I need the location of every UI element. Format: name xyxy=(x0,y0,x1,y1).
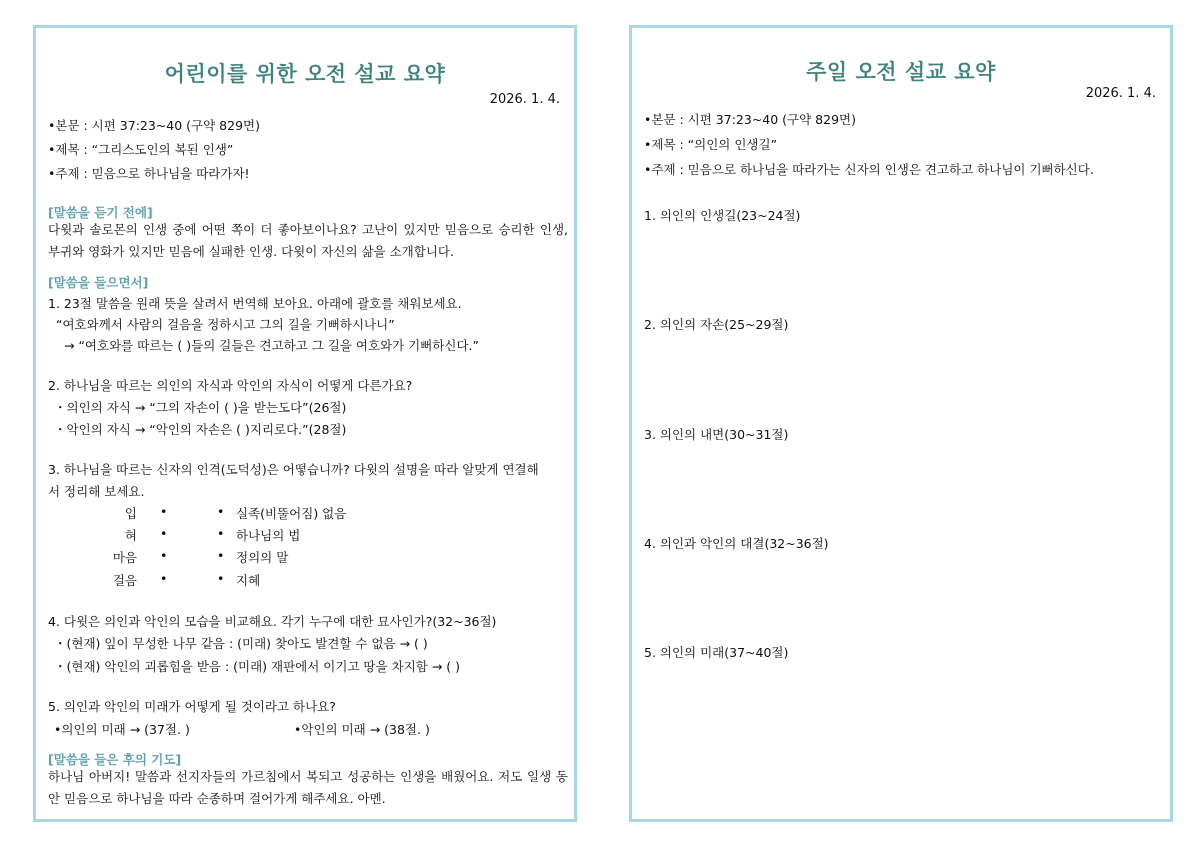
match-right-item: 지혜 xyxy=(236,573,261,588)
match-right-item: 하나님의 법 xyxy=(236,528,301,543)
q2-line1: ・의인의 자식 → “그의 자손이 ( )을 받는도다”(26절) xyxy=(54,400,347,415)
before-body: 다윗과 솔로몬의 인생 중에 어떤 쪽이 더 좋아보이나요? 고난이 있지만 믿음으로 승리한 인생, 부귀와 영화가 있지만 믿음에 실패한 인생. 다윗이 자신의 삶을 소개합니다. xyxy=(48,222,568,259)
match-left-item: 혀 xyxy=(124,528,137,543)
match-dot[interactable]: • xyxy=(217,504,225,519)
q1-answer: → “여호와를 따르는 ( )들의 길들은 견고하고 그 길을 여호와가 기뻐하신다.” xyxy=(64,338,479,353)
match-dot[interactable]: • xyxy=(160,526,168,541)
scripture-reference: •본문 : 시편 37:23~40 (구약 829면) xyxy=(48,118,260,133)
q4-line1: ・(현재) 잎이 무성한 나무 같음 : (미래) 찾아도 발견할 수 없음 → ( ) xyxy=(54,636,428,651)
q3-question-line1: 3. 하나님을 따르는 신자의 인격(도덕성)은 어떻습니까? 다윗의 설명을 따라 알맞게 연결해 xyxy=(48,462,539,477)
match-dot[interactable]: • xyxy=(217,571,225,586)
before-heading: [말씀을 듣기 전에] xyxy=(48,205,153,220)
page-title: 어린이를 위한 오전 설교 요약 xyxy=(164,62,446,86)
outline-item: 1. 의인의 인생길(23~24절) xyxy=(644,208,801,223)
match-dot[interactable]: • xyxy=(160,548,168,563)
outline-item: 4. 의인과 악인의 대결(32~36절) xyxy=(644,536,829,551)
sermon-theme: •주제 : 믿음으로 하나님을 따라가자! xyxy=(48,166,250,181)
match-dot[interactable]: • xyxy=(217,526,225,541)
q5-wicked: •악인의 미래 → (38절. ) xyxy=(294,722,430,737)
children-sermon-summary-page xyxy=(33,25,577,822)
match-left-item: 입 xyxy=(124,506,137,521)
match-right-item: 정의의 말 xyxy=(236,550,289,565)
match-dot[interactable]: • xyxy=(160,504,168,519)
date: 2026. 1. 4. xyxy=(489,92,560,107)
q2-line2: ・악인의 자식 → “악인의 자손은 ( )지리로다.”(28절) xyxy=(54,422,347,437)
q3-question-line2: 서 정리해 보세요. xyxy=(48,484,145,499)
match-left-item: 마음 xyxy=(112,550,137,565)
page-title: 주일 오전 설교 요약 xyxy=(806,60,996,84)
match-left-item: 걸음 xyxy=(112,573,137,588)
sunday-sermon-summary-page xyxy=(629,25,1173,822)
match-dot[interactable]: • xyxy=(217,548,225,563)
match-right-item: 실족(비뚤어짐) 없음 xyxy=(236,506,347,521)
sermon-title: •제목 : “의인의 인생길” xyxy=(644,137,778,152)
q4-line2: ・(현재) 악인의 괴롭힘을 받음 : (미래) 재판에서 이기고 땅을 차지함 → ( ) xyxy=(54,659,461,674)
q5-righteous: •의인의 미래 → (37절. ) xyxy=(54,722,190,737)
date: 2026. 1. 4. xyxy=(1085,86,1156,101)
q2-question: 2. 하나님을 따르는 의인의 자식과 악인의 자식이 어떻게 다른가요? xyxy=(48,378,413,393)
scripture-reference: •본문 : 시편 37:23~40 (구약 829면) xyxy=(644,112,856,127)
during-heading: [말씀을 들으면서] xyxy=(48,275,149,290)
q1-quote: “여호와께서 사람의 걸음을 정하시고 그의 길을 기뻐하시나니” xyxy=(56,317,395,332)
prayer-body: 하나님 아버지! 말씀과 선지자들의 가르침에서 복되고 성공하는 인생을 배웠어요. 저도 일생 동안 믿음으로 하나님을 따라 순종하며 걸어가게 해주세요. 아멘. xyxy=(48,769,568,806)
sermon-title: •제목 : “그리스도인의 복된 인생” xyxy=(48,142,234,157)
match-dot[interactable]: • xyxy=(160,571,168,586)
q4-question: 4. 다윗은 의인과 악인의 모습을 비교해요. 각기 누구에 대한 묘사인가?(32~36절) xyxy=(48,614,497,629)
outline-item: 2. 의인의 자손(25~29절) xyxy=(644,317,789,332)
after-heading: [말씀을 들은 후의 기도] xyxy=(48,752,182,767)
outline-item: 3. 의인의 내면(30~31절) xyxy=(644,427,789,442)
outline-item: 5. 의인의 미래(37~40절) xyxy=(644,645,789,660)
sermon-theme: •주제 : 믿음으로 하나님을 따라가는 신자의 인생은 견고하고 하나님이 기뻐하신다. xyxy=(644,162,1094,177)
q5-question: 5. 의인과 악인의 미래가 어떻게 될 것이라고 하나요? xyxy=(48,699,336,714)
q1-question: 1. 23절 말씀을 원래 뜻을 살려서 번역해 보아요. 아래에 괄호를 채워보세요. xyxy=(48,296,462,311)
